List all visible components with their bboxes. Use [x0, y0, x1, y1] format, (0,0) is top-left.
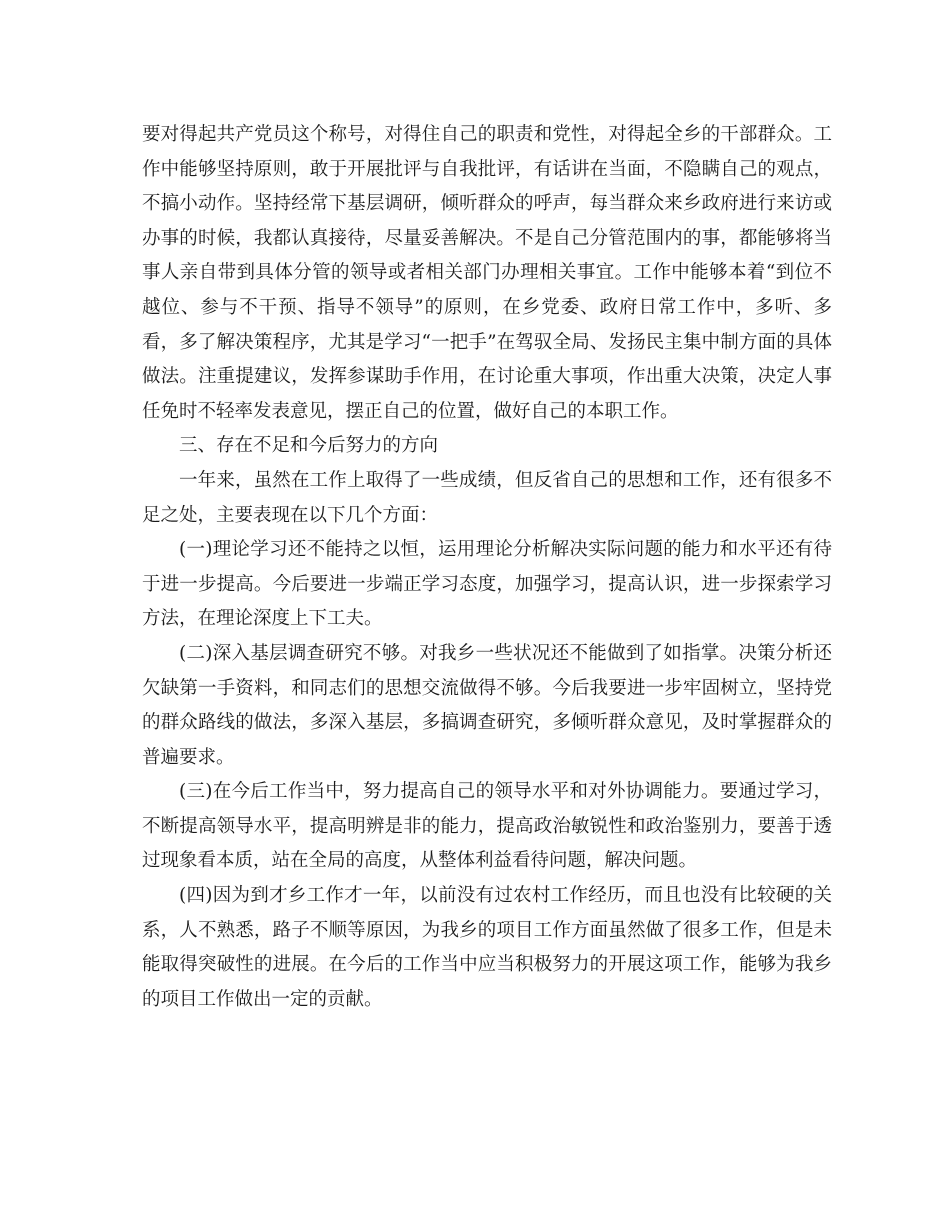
- paragraph-intro: 一年来，虽然在工作上取得了一些成绩，但反省自己的思想和工作，还有很多不足之处，主要表现在以下几个方面：: [142, 469, 832, 526]
- paragraph-continued: 要对得起共产党员这个称号，对得住自己的职责和党性，对得起全乡的干部群众。工作中能够坚持原则，敢于开展批评与自我批评，有话讲在当面，不隐瞒自己的观点，不搞小动作。坚持经常下基层调研，倾听群众的呼声，每当群众来乡政府进行来访或办事的时候，我都认真接待，尽量妥善解决。不是自己分管范围内的事，都能够将当事人亲自带到具体分管的领导或者相关部门办理相关事宜。工作中能够本着“到位不越位、参与不干预、指导不领导”的原则，在乡党委、政府日常工作中，多听、多看，多了解决策程序，尤其是学习“一把手”在驾驭全局、发扬民主集中制方面的具体做法。注重提建议，发挥参谋助手作用，在讨论重大事项，作出重大决策，决定人事任免时不轻率发表意见，摆正自己的位置，做好自己的本职工作。: [142, 124, 832, 422]
- paragraph-item-3: (三)在今后工作当中，努力提高自己的领导水平和对外协调能力。要通过学习，不断提高领导水平，提高明辨是非的能力，提高政治敏锐性和政治鉴别力，要善于透过现象看本质，站在全局的高度，从整体利益看待问题，解决问题。: [142, 781, 832, 872]
- document-body: [142, 118, 832, 1017]
- paragraph-item-2: (二)深入基层调查研究不够。对我乡一些状况还不能做到了如指掌。决策分析还欠缺第一手资料，和同志们的思想交流做得不够。今后我要进一步牢固树立，坚持党的群众路线的做法，多深入基层，多搞调查研究，多倾听群众意见，及时掌握群众的普遍要求。: [142, 642, 832, 768]
- paragraph-item-1: (一)理论学习还不能持之以恒，运用理论分析解决实际问题的能力和水平还有待于进一步提高。今后要进一步端正学习态度，加强学习，提高认识，进一步探索学习方法，在理论深度上下工夫。: [142, 539, 832, 630]
- section-heading: 三、存在不足和今后努力的方向: [179, 435, 439, 457]
- paragraph-item-4: (四)因为到才乡工作才一年，以前没有过农村工作经历，而且也没有比较硬的关系，人不熟悉，路子不顺等原因，为我乡的项目工作方面虽然做了很多工作，但是未能取得突破性的进展。在今后的工作当中应当积极努力的开展这项工作，能够为我乡的项目工作做出一定的贡献。: [142, 885, 832, 1010]
